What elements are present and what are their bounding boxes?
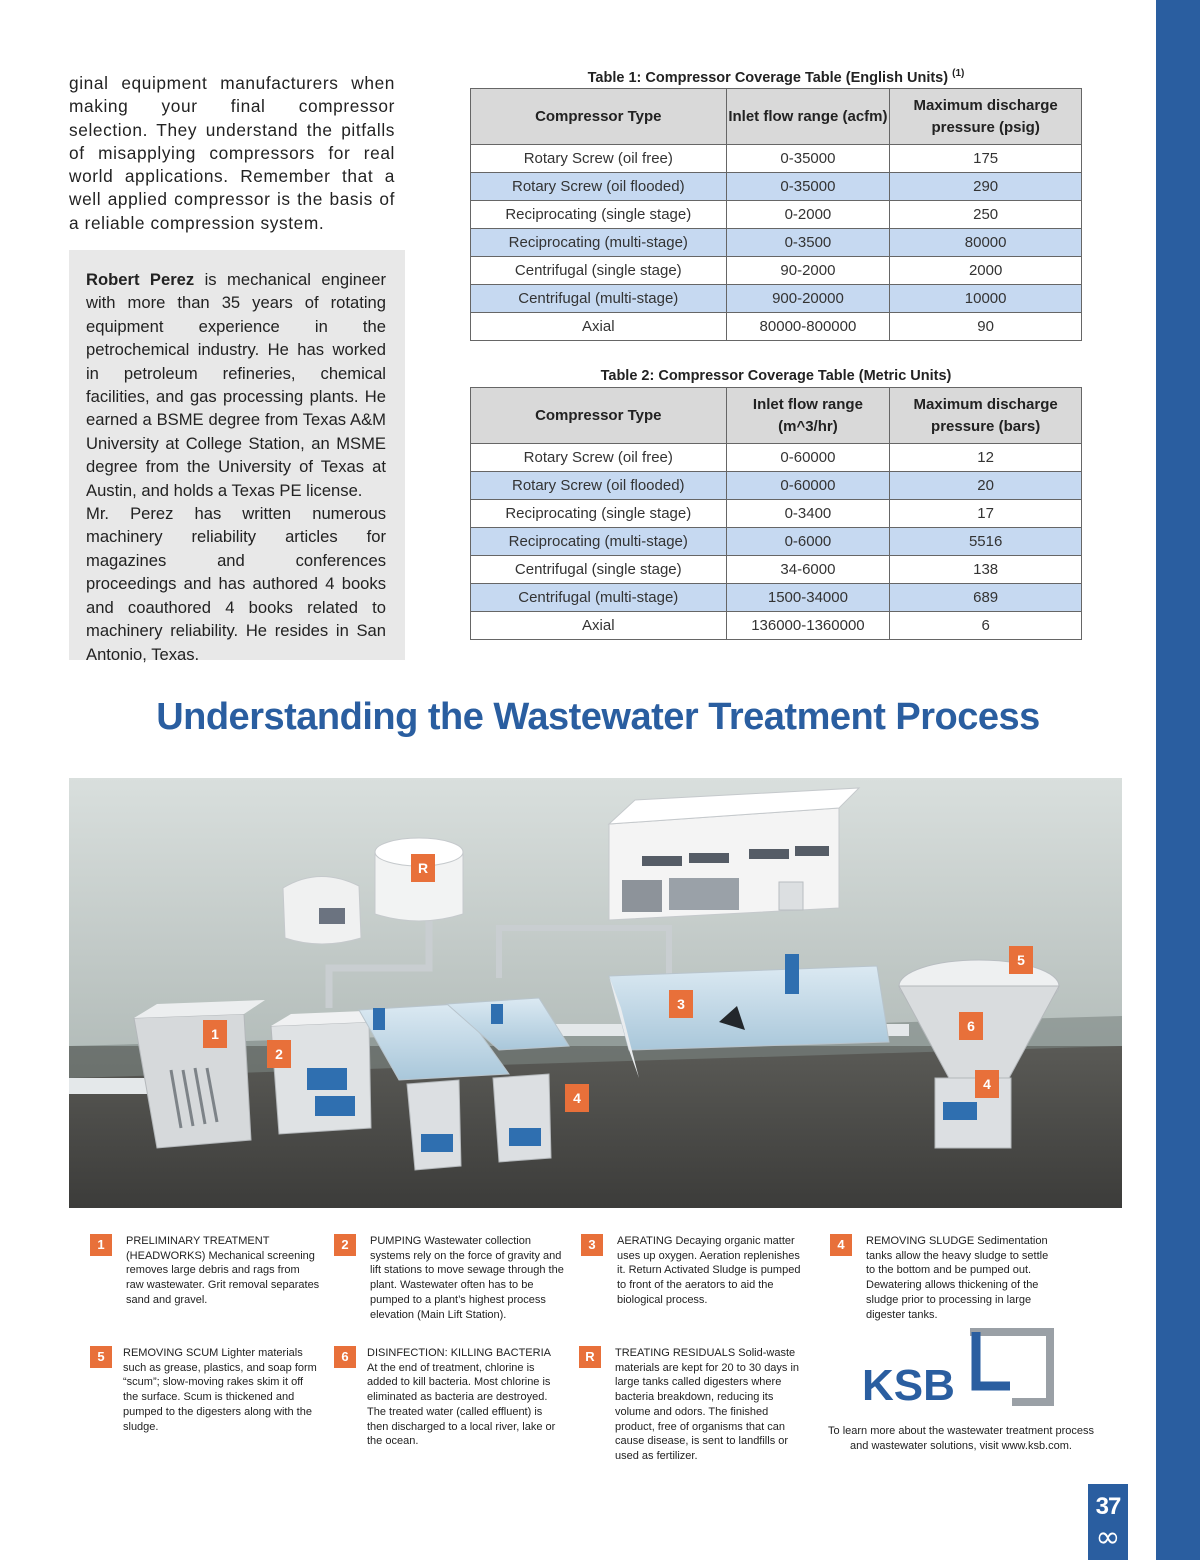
table-cell: 175 [890, 145, 1082, 173]
table-row [471, 472, 1082, 500]
table-cell: 290 [890, 173, 1082, 201]
legend-text-6: DISINFECTION: KILLING BACTERIA At the end of treatment, chlorine is added to kill bacteria. Most chlorine is eliminated as bacteria are destroyed. The treated water (called effluent) is then discharged to a local river, lake or the ocean. [367, 1347, 556, 1448]
table-cell: 1500-34000 [726, 584, 890, 612]
sump-pump [509, 1128, 541, 1146]
table-cell: 0-3400 [726, 500, 890, 528]
table-row [471, 584, 1082, 612]
sump-pit [493, 1074, 551, 1162]
table-row [471, 556, 1082, 584]
table-cell: 0-35000 [726, 145, 890, 173]
table-cell: Reciprocating (multi-stage) [471, 528, 727, 556]
legend-text-4: REMOVING SLUDGE Sedimentation tanks allow the heavy sludge to settle to the bottom and be pumped out. Dewatering allows thickening of the sludge prior to processing in large digester tanks. [866, 1235, 1049, 1321]
lift-pump [315, 1096, 355, 1116]
ksb-logo-b [976, 1332, 1010, 1386]
author-bio-box [69, 250, 405, 664]
bio-paragraph-1 [86, 268, 386, 502]
table-row [471, 444, 1082, 472]
table-cell: 0-60000 [726, 472, 890, 500]
table-cell: 138 [890, 556, 1082, 584]
sump-pit [407, 1080, 461, 1170]
page-number-box [1088, 1484, 1128, 1560]
compressor-table-english [470, 88, 1082, 341]
table-cell: 0-2000 [726, 201, 890, 229]
magazine-logo-icon: ∞ [1095, 1520, 1121, 1555]
table1-header-pressure: Maximum discharge pressure (psig) [890, 89, 1082, 145]
section-heading: Understanding the Wastewater Treatment Process [156, 696, 1040, 738]
building-window [749, 849, 789, 859]
sump-pump [421, 1134, 453, 1152]
table-cell: 2000 [890, 257, 1082, 285]
table-cell: Reciprocating (multi-stage) [471, 229, 727, 257]
page-number: 37 [1095, 1493, 1121, 1520]
table-cell: Centrifugal (single stage) [471, 257, 727, 285]
table-cell: Axial [471, 612, 727, 640]
table-cell: 34-6000 [726, 556, 890, 584]
table-cell: 136000-1360000 [726, 612, 890, 640]
legend-badge-5: 5 [90, 1346, 112, 1368]
aeration-basin [609, 966, 889, 1050]
table-cell: 90 [890, 313, 1082, 341]
aeration-pump [785, 954, 799, 994]
illus-label-6: 6 [967, 1018, 975, 1034]
table-cell: 0-6000 [726, 528, 890, 556]
table1-footnote-mark: (1) [952, 68, 965, 79]
table-row [471, 500, 1082, 528]
table-row [471, 612, 1082, 640]
ksb-credit-text: To learn more about the wastewater treatment process and wastewater solutions, visit www.ksb.com. [828, 1425, 1094, 1452]
building-pump-room [622, 880, 662, 912]
table-cell: 0-35000 [726, 173, 890, 201]
table2-header-pressure: Maximum discharge pressure (bars) [890, 388, 1082, 444]
table-cell: 12 [890, 444, 1082, 472]
table2-header-type: Compressor Type [471, 388, 727, 444]
table-row [471, 173, 1082, 201]
side-color-bar [1156, 0, 1200, 1560]
legend-badge-4: 4 [830, 1234, 852, 1256]
legend-badge-1: 1 [90, 1234, 112, 1256]
table-cell: Centrifugal (single stage) [471, 556, 727, 584]
article-closing-paragraph: ginal equipment manufacturers when making your final compressor selection. They understand the pitfalls of misapplying compressors for real world applications. Remember that a well applied compressor is the basis of a reliable compression system. [69, 73, 395, 233]
illus-label-1: 1 [211, 1026, 219, 1042]
table1-caption [470, 68, 1082, 86]
table-cell: 689 [890, 584, 1082, 612]
table-cell: 5516 [890, 528, 1082, 556]
table-cell: 10000 [890, 285, 1082, 313]
author-name: Robert Perez [86, 270, 195, 289]
table-cell: 0-3500 [726, 229, 890, 257]
building-window [689, 853, 729, 863]
ksb-logo [862, 1328, 1058, 1414]
dome-equipment [319, 908, 345, 924]
illus-label-5: 5 [1017, 952, 1025, 968]
legend-text-r: TREATING RESIDUALS Solid-waste materials are kept for 20 to 30 days in large tanks called digesters where bacteria breakdown, reducing its volume and odors. The finished product, free of organisms that can cause disease, is sent to landfills or used as fertilizer. [615, 1347, 800, 1462]
illus-label-3: 3 [677, 996, 685, 1012]
table-row [471, 313, 1082, 341]
ksb-logo-frame [970, 1332, 1050, 1402]
table-cell: Rotary Screw (oil flooded) [471, 472, 727, 500]
clarifier-pump [491, 1004, 503, 1024]
building-pump-room [669, 878, 739, 910]
table-cell: 250 [890, 201, 1082, 229]
table-row [471, 145, 1082, 173]
table-cell: Rotary Screw (oil free) [471, 145, 727, 173]
legend-text-2: PUMPING Wastewater collection systems rely on the force of gravity and lift stations to move sewage through the plant. Wastewater often has to be pumped to a plant’s highest process elevation (Main Lift Station). [370, 1235, 564, 1321]
building-door [779, 882, 803, 910]
building-window [642, 856, 682, 866]
bio-paragraph-1-text: is mechanical engineer with more than 35 years of rotating equipment experience in the petrochemical industry. He has worked in petroleum refineries, chemical facilities, and gas processing plants. He earned a BSME degree from Texas A&M University at College Station, an MSME degree from the University of Texas at Austin, and holds a Texas PE license. [86, 270, 386, 500]
compressor-table-metric [470, 387, 1082, 640]
table-cell: 80000 [890, 229, 1082, 257]
table-cell: Axial [471, 313, 727, 341]
illus-label-4b: 4 [983, 1076, 991, 1092]
ksb-logo-text: KSB [862, 1361, 955, 1410]
legend-text-1: PRELIMINARY TREATMENT (HEADWORKS) Mechanical screening removes large debris and rags from raw wastewater. Grit removal separates sand and gravel. [126, 1235, 320, 1306]
legend-badge-3: 3 [581, 1234, 603, 1256]
legend-badge-2: 2 [334, 1234, 356, 1256]
table-cell: 900-20000 [726, 285, 890, 313]
wastewater-plant-illustration [69, 778, 1122, 1208]
table-cell: 17 [890, 500, 1082, 528]
sludge-pump [943, 1102, 977, 1120]
illus-label-4a: 4 [573, 1090, 581, 1106]
table-row [471, 257, 1082, 285]
table-row [471, 201, 1082, 229]
illus-label-r: R [417, 860, 429, 876]
table-cell: 6 [890, 612, 1082, 640]
legend-badge-r: R [579, 1346, 601, 1368]
table-row [471, 528, 1082, 556]
building-window [795, 846, 829, 856]
table-cell: Centrifugal (multi-stage) [471, 584, 727, 612]
table1-caption-text: Table 1: Compressor Coverage Table (English Units) [587, 69, 949, 86]
table1-header-flow: Inlet flow range (acfm) [726, 89, 890, 145]
table1-header-type: Compressor Type [471, 89, 727, 145]
table-row [471, 229, 1082, 257]
table-row [471, 285, 1082, 313]
table-cell: 90-2000 [726, 257, 890, 285]
table-cell: Rotary Screw (oil free) [471, 444, 727, 472]
table2-header-flow: Inlet flow range (m^3/hr) [726, 388, 890, 444]
table-cell: Reciprocating (single stage) [471, 201, 727, 229]
legend-text-3: AERATING Decaying organic matter uses up oxygen. Aeration replenishes it. Return Activated Sludge is pumped to front of the aerators to aid the biological process. [617, 1235, 801, 1306]
table-cell: 0-60000 [726, 444, 890, 472]
illus-label-2: 2 [275, 1046, 283, 1062]
table2-caption: Table 2: Compressor Coverage Table (Metric Units) [600, 368, 952, 384]
clarifier-pump [373, 1008, 385, 1030]
table-cell: Centrifugal (multi-stage) [471, 285, 727, 313]
table-cell: Reciprocating (single stage) [471, 500, 727, 528]
table-cell: Rotary Screw (oil flooded) [471, 173, 727, 201]
table-cell: 80000-800000 [726, 313, 890, 341]
table-cell: 20 [890, 472, 1082, 500]
legend-badge-6: 6 [334, 1346, 356, 1368]
bio-paragraph-2: Mr. Perez has written numerous machinery reliability articles for magazines and conferences proceedings and has authored 4 books and coauthored 4 books related to machinery reliability. He resides in San Antonio, Texas. [86, 504, 386, 664]
lift-pump [307, 1068, 347, 1090]
legend-text-5: REMOVING SCUM Lighter materials such as grease, plastics, and soap form “scum”; slow-moving rakes skim it off the surface. Scum is thickened and pumped to the digesters along with the sludge. [123, 1347, 317, 1433]
